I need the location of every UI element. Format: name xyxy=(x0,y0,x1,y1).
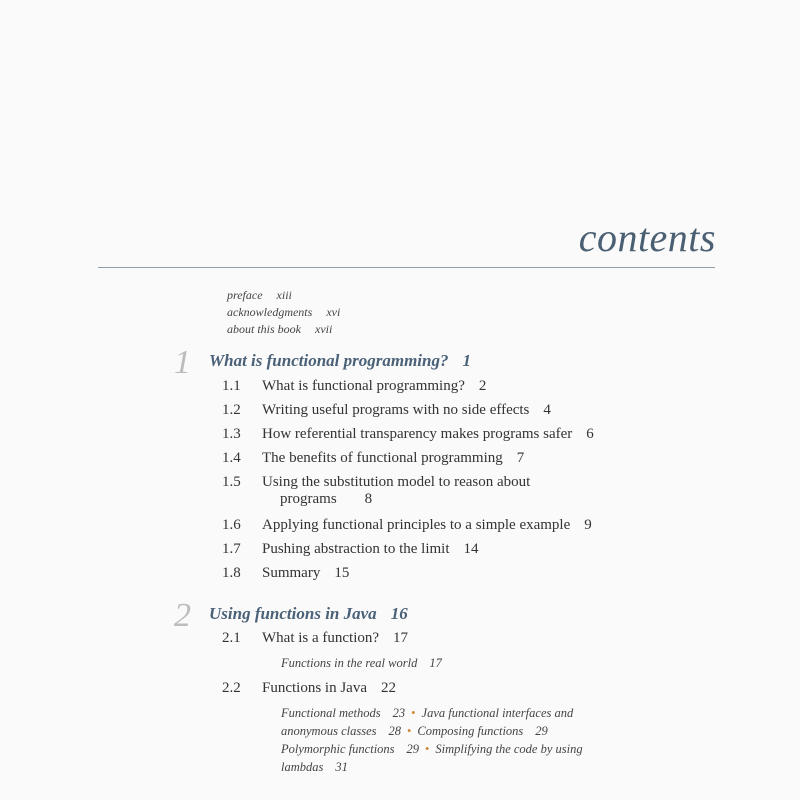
section-title: Functions in Java xyxy=(262,680,367,696)
section-entry[interactable] xyxy=(222,565,349,582)
chapter-number: 2 xyxy=(174,597,191,634)
chapter-title-text: Using functions in Java xyxy=(209,604,377,623)
chapter-title[interactable] xyxy=(209,351,471,371)
subsection-page: 28 xyxy=(388,724,401,738)
front-matter-list xyxy=(227,287,340,338)
front-matter-page: xvi xyxy=(326,305,341,319)
subsection-title: Functional methods xyxy=(281,706,381,720)
front-matter-item[interactable] xyxy=(227,321,340,338)
front-matter-page: xiii xyxy=(276,288,292,302)
section-entry[interactable] xyxy=(222,517,592,534)
bullet-separator: • xyxy=(406,724,412,738)
section-title: How referential transparency makes programs safer xyxy=(262,426,573,442)
section-number: 1.7 xyxy=(222,541,241,557)
section-title: Summary xyxy=(262,565,321,581)
bullet-separator: • xyxy=(425,742,430,756)
section-number: 1.5 xyxy=(222,474,241,490)
section-number: 1.2 xyxy=(222,402,241,418)
subsection-entry[interactable] xyxy=(281,654,442,672)
subsection-line[interactable] xyxy=(281,704,583,722)
section-page: 8 xyxy=(364,491,373,507)
section-title: Using the substitution model to reason about xyxy=(262,474,531,490)
section-page: 17 xyxy=(393,630,409,646)
section-page: 14 xyxy=(463,541,479,557)
section-entry[interactable] xyxy=(222,378,486,395)
subsection-page: 17 xyxy=(429,656,442,670)
section-title: The benefits of functional programming xyxy=(262,450,503,466)
subsection-title: Simplifying the code by using xyxy=(435,742,583,756)
subsection-title: Functions in the real world xyxy=(281,656,418,670)
section-number: 1.8 xyxy=(222,565,241,581)
bullet-separator: • xyxy=(411,706,416,720)
section-title: Writing useful programs with no side effects xyxy=(262,402,530,418)
subsection-title: Composing functions xyxy=(417,724,524,738)
subsection-list xyxy=(281,704,583,776)
section-page: 6 xyxy=(586,426,594,442)
front-matter-title: preface xyxy=(227,288,263,302)
section-entry[interactable] xyxy=(222,474,530,508)
section-entry[interactable] xyxy=(222,426,594,443)
section-page: 9 xyxy=(584,517,592,533)
section-title: What is a function? xyxy=(262,630,380,646)
chapter-number: 1 xyxy=(174,344,191,381)
subsection-page: 31 xyxy=(335,760,348,774)
section-page: 15 xyxy=(334,565,350,581)
section-number: 2.2 xyxy=(222,680,241,696)
front-matter-title: about this book xyxy=(227,322,301,336)
section-entry[interactable] xyxy=(222,541,479,558)
section-title-continued: programs xyxy=(280,491,337,507)
page-title: contents xyxy=(578,215,716,260)
subsection-title: Polymorphic functions xyxy=(281,742,395,756)
section-page: 2 xyxy=(478,378,487,394)
title-rule xyxy=(98,267,715,268)
section-title: Pushing abstraction to the limit xyxy=(262,541,450,557)
section-number: 1.3 xyxy=(222,426,241,442)
front-matter-item[interactable] xyxy=(227,304,340,321)
front-matter-page: xvii xyxy=(315,322,333,336)
subsection-title: anonymous classes xyxy=(281,724,377,738)
section-title: What is functional programming? xyxy=(262,378,465,394)
chapter-title-text: What is functional programming? xyxy=(209,351,449,370)
section-entry[interactable] xyxy=(222,680,396,697)
section-page: 22 xyxy=(381,680,396,696)
front-matter-title: acknowledgments xyxy=(227,305,313,319)
section-number: 1.4 xyxy=(222,450,241,466)
subsection-page: 23 xyxy=(392,706,406,720)
section-entry[interactable] xyxy=(222,450,524,467)
section-number: 1.1 xyxy=(222,378,241,394)
chapter-page: 1 xyxy=(462,351,471,370)
subsection-title: Java functional interfaces and xyxy=(421,706,574,720)
subsection-line[interactable] xyxy=(281,740,583,758)
section-entry[interactable] xyxy=(222,630,408,647)
section-title: Applying functional principles to a simple example xyxy=(262,517,571,533)
subsection-line[interactable] xyxy=(281,758,583,776)
subsection-line[interactable] xyxy=(281,722,583,740)
section-page: 4 xyxy=(543,402,551,418)
section-number: 1.6 xyxy=(222,517,241,533)
chapter-title[interactable] xyxy=(209,604,408,624)
subsection-page: 29 xyxy=(406,742,420,756)
section-number: 2.1 xyxy=(222,630,241,646)
subsection-page: 29 xyxy=(535,724,548,738)
chapter-page: 16 xyxy=(390,604,408,623)
subsection-title: lambdas xyxy=(281,760,324,774)
section-page: 7 xyxy=(516,450,525,466)
section-entry[interactable] xyxy=(222,402,551,419)
front-matter-item[interactable] xyxy=(227,287,340,304)
